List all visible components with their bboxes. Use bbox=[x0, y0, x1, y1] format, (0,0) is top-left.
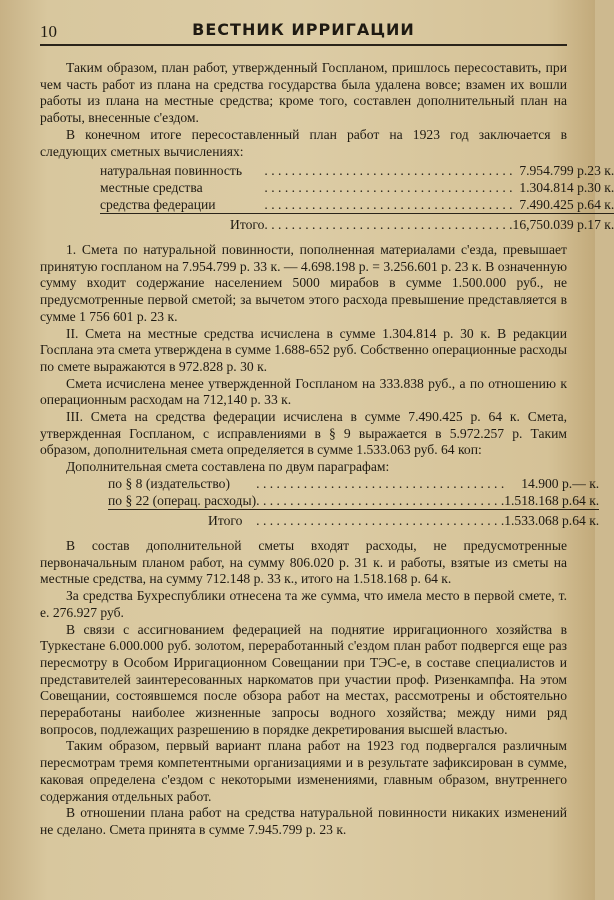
table-row bbox=[100, 163, 614, 180]
table-row bbox=[100, 197, 614, 214]
paragraph: В отношении плана работ на средства натуральной повинности никаких изменений не сделано. Смета принята в сумме 7.945.799 р. 23 к. bbox=[40, 805, 567, 837]
estimate-summary-table bbox=[100, 163, 614, 234]
page-number: 10 bbox=[40, 22, 57, 41]
paragraph: В конечном итоге пересоставленный план работ на 1923 год заключается в следующих сметных вычислениях: bbox=[40, 126, 567, 159]
paragraph: В состав дополнительной сметы входят расходы, не предусмотренные первоначальным планом работ, на сумму 806.020 р. 31 к. и работы, взятые из сметы на местные средства, на сумму 712.148 р. 33 к., итого на 1.518.168 р. 64 к. bbox=[40, 537, 567, 587]
row-label: по § 22 (операц. расходы) bbox=[108, 492, 257, 508]
row-kopecks: 64 к. bbox=[572, 492, 600, 508]
table-row bbox=[108, 476, 599, 493]
row-label: местные средства bbox=[100, 179, 203, 195]
row-label: по § 8 (издательство) bbox=[108, 475, 230, 491]
row-rubles: 7.954.799 р. bbox=[519, 163, 588, 179]
row-rubles: 1.304.814 р. bbox=[519, 179, 588, 195]
leader-dots bbox=[256, 493, 504, 510]
paragraph: 1. Смета по натуральной повинности, пополненная материалами с'езда, превышает принятую госпланом на 7.954.799 р. 33 к. — 4.698.198 р. = 3.256.601 р. 23 к. В означенную сумму входит содержание населением 5000 мирабов в сумме 1.500.000 руб., не предусмотренные первой сметой; за вычетом этого расхода превышение представляется в сумме 1 756 601 р. 23 к. bbox=[40, 242, 567, 324]
page-header bbox=[40, 14, 567, 46]
leader-dots bbox=[264, 163, 512, 180]
leader-dots bbox=[264, 180, 512, 197]
total-rubles: 16,750.039 р. bbox=[513, 214, 588, 234]
leader-dots bbox=[264, 197, 512, 214]
table-row bbox=[108, 493, 599, 510]
paragraph: III. Смета на средства федерации исчислена в сумме 7.490.425 р. 64 к. Смета, утвержденная Госпланом, с исправлениями в § 9 выражается в 5.972.257 р. Таким образом, дополнительная смета определяется в сумме 1.533.063 руб. 64 коп: bbox=[40, 409, 567, 458]
paragraph: Смета исчислена менее утвержденной Госпланом на 333.838 руб., а по отношению к операционным расходам на 712,140 р. 33 к. bbox=[40, 375, 567, 408]
paragraph: II. Смета на местные средства исчислена в сумме 1.304.814 р. 30 к. В редакции Госплана эта смета утверждена в сумме 1.688-652 руб. Собственно операционные расходы по смете выражаются в 972.828 р. 30 к. bbox=[40, 325, 567, 374]
table-row bbox=[100, 180, 614, 197]
leader-dots bbox=[256, 510, 504, 530]
total-kopecks: 64 к. bbox=[572, 510, 599, 530]
row-label: натуральная повинность bbox=[100, 163, 243, 179]
row-kopecks: — к. bbox=[572, 475, 600, 491]
total-kopecks: 17 к. bbox=[587, 214, 614, 234]
paragraph: Таким образом, план работ, утвержденный Госпланом, пришлось пересоставить, при чем часть работ из плана на средства государства была удалена вовсе; взамен их вошли работы из плана на местные средства; кроме того, составлен дополнительный план на работы, внесенные с'ездом. bbox=[40, 60, 567, 126]
leader-dots bbox=[264, 214, 512, 234]
table-total-row bbox=[108, 510, 599, 530]
supplementary-estimate-table bbox=[108, 476, 599, 530]
paragraph: В связи с ассигнованием федерацией на поднятие ирригационного хозяйства в Туркестане 6.000.000 руб. золотом, переработанный с'ездом план работ подвергся еще раз пересмотру в Особом Ирригационном Совещании при ТЭС-е, в составе специалистов и представителей заинтересованных наркоматов при участии проф. Ризенкампфа. На этом Совещании, состоявшемся после обзора работ на местах, рассмотрены и обстоятельно переработаны наиболее жизненные запросы водного хозяйства; между ними ряд вопросов, подлежащих разрешению в порядке декретирования высшей властью. bbox=[40, 621, 567, 737]
paragraph: За средства Бухреспублики отнесена та же сумма, что имела место в первой смете, т. е. 276.927 руб. bbox=[40, 588, 567, 620]
row-kopecks: 64 к. bbox=[587, 196, 614, 212]
row-kopecks: 30 к. bbox=[587, 179, 614, 195]
total-rubles: 1.533.068 р. bbox=[504, 510, 572, 530]
paragraph: Таким образом, первый вариант плана работ на 1923 год подвергался различным пересмотрам тремя компетентными организациями и в результате зафиксирован в сумме, каковая определена с'ездом с некоторыми изменениями, главным образом, внутреннего содержания отдельных работ. bbox=[40, 738, 567, 804]
leader-dots bbox=[256, 476, 504, 493]
row-rubles: 1.518.168 р. bbox=[504, 492, 573, 508]
row-rubles: 7.490.425 р. bbox=[519, 196, 588, 212]
total-label: Итого bbox=[108, 510, 256, 530]
paragraph: Дополнительная смета составлена по двум параграфам: bbox=[66, 459, 390, 475]
row-kopecks: 23 к. bbox=[587, 163, 614, 179]
article-body bbox=[40, 60, 614, 839]
row-rubles: 14.900 р. bbox=[521, 475, 573, 491]
journal-title: ВЕСТНИК ИРРИГАЦИИ bbox=[192, 20, 415, 39]
total-label: Итого bbox=[100, 214, 264, 234]
row-label: средства федерации bbox=[100, 196, 216, 212]
table-total-row bbox=[100, 214, 614, 234]
